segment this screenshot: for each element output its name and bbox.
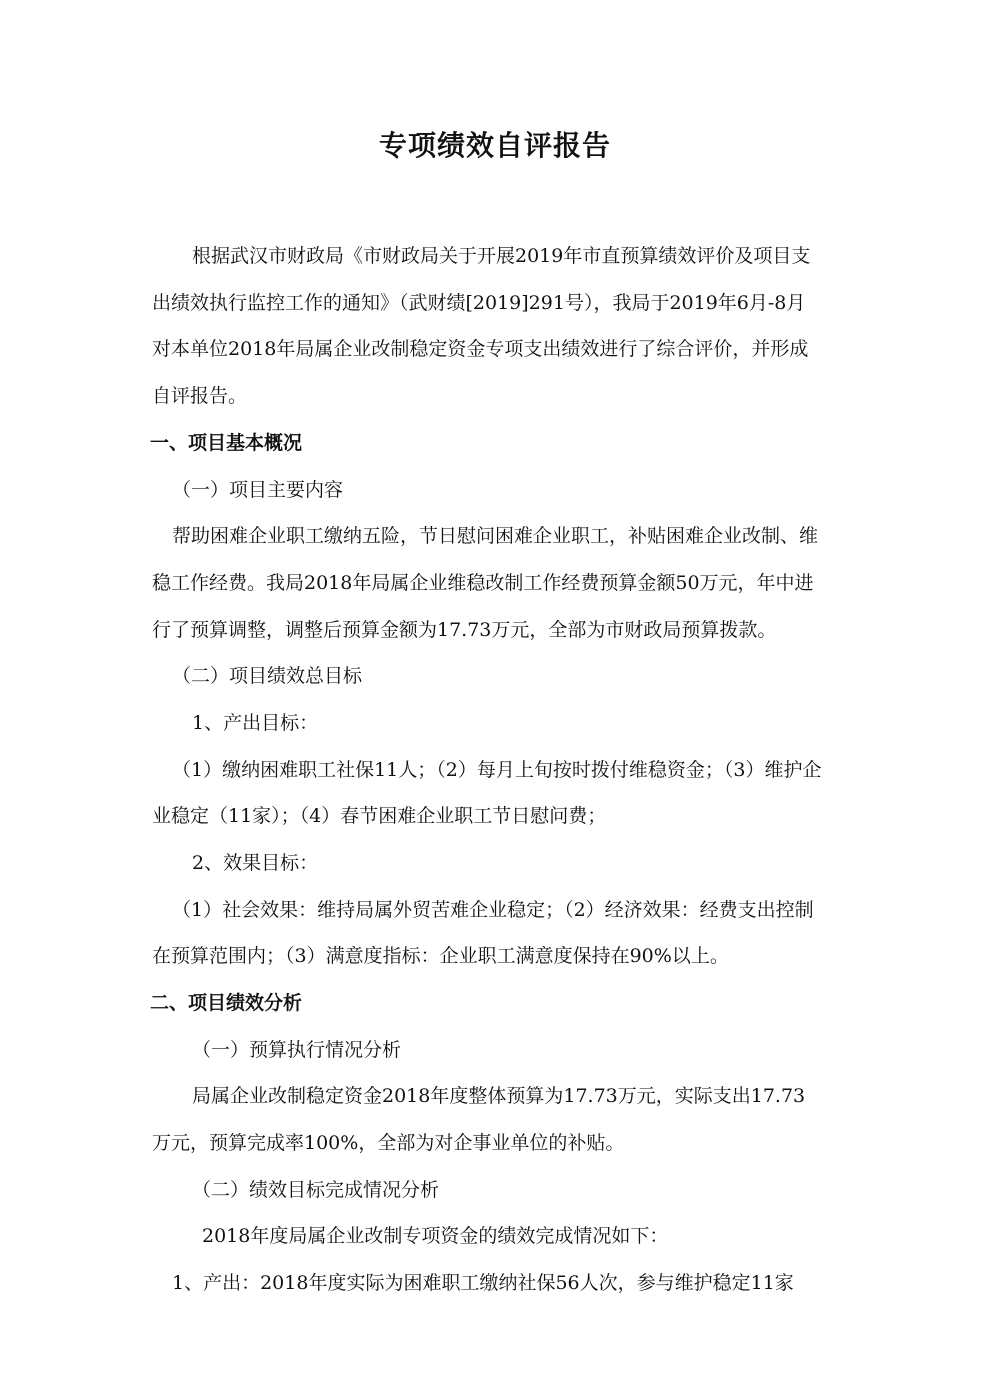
effect-target-heading: 2、效果目标：	[192, 852, 319, 874]
section-1-sub-1-line-2: 稳工作经费。我局2018年局属企业维稳改制工作经费预算金额50万元，年中进	[152, 572, 814, 594]
output-target-line-2: 业稳定（11家）；（4）春节困难企业职工节日慰问费；	[152, 805, 607, 827]
section-2-sub-1-line-1: 局属企业改制稳定资金2018年度整体预算为17.73万元，实际支出17.73	[192, 1085, 806, 1107]
output-target-heading: 1、产出目标：	[192, 712, 319, 734]
intro-line-1: 根据武汉市财政局《市财政局关于开展2019年市直预算绩效评价及项目支	[192, 245, 811, 267]
section-2-sub-2-line-2: 1、产出：2018年度实际为困难职工缴纳社保56人次，参与维护稳定11家	[172, 1272, 794, 1294]
section-2-sub-2-heading: （二）绩效目标完成情况分析	[192, 1179, 440, 1201]
effect-target-line-2: 在预算范围内；（3）满意度指标：企业职工满意度保持在90%以上。	[152, 945, 729, 967]
document-title: 专项绩效自评报告	[378, 129, 611, 162]
section-1-sub-2-heading: （二）项目绩效总目标	[172, 665, 363, 687]
section-1-sub-1-heading: （一）项目主要内容	[172, 479, 344, 501]
intro-line-3: 对本单位2018年局属企业改制稳定资金专项支出绩效进行了综合评价，并形成	[152, 338, 809, 360]
section-1-sub-1-line-1: 帮助困难企业职工缴纳五险，节日慰问困难企业职工，补贴困难企业改制、维	[172, 525, 819, 547]
section-1-sub-1-line-3: 行了预算调整，调整后预算金额为17.73万元，全部为市财政局预算拨款。	[152, 619, 777, 641]
intro-line-4: 自评报告。	[152, 385, 248, 407]
section-2-sub-1-heading: （一）预算执行情况分析	[192, 1039, 402, 1061]
section-1-heading: 一、项目基本概况	[150, 432, 303, 454]
intro-line-2: 出绩效执行监控工作的通知》（武财绩[2019]291号），我局于2019年6月-8月	[152, 292, 806, 314]
section-2-sub-1-line-2: 万元，预算完成率100%，全部为对企事业单位的补贴。	[152, 1132, 625, 1154]
section-2-sub-2-line-1: 2018年度局属企业改制专项资金的绩效完成情况如下：	[202, 1225, 669, 1247]
output-target-line-1: （1）缴纳困难职工社保11人；（2）每月上旬按时拨付维稳资金；（3）维护企	[172, 759, 822, 781]
section-2-heading: 二、项目绩效分析	[150, 992, 303, 1014]
effect-target-line-1: （1）社会效果：维持局属外贸苦难企业稳定；（2）经济效果：经费支出控制	[172, 899, 814, 921]
